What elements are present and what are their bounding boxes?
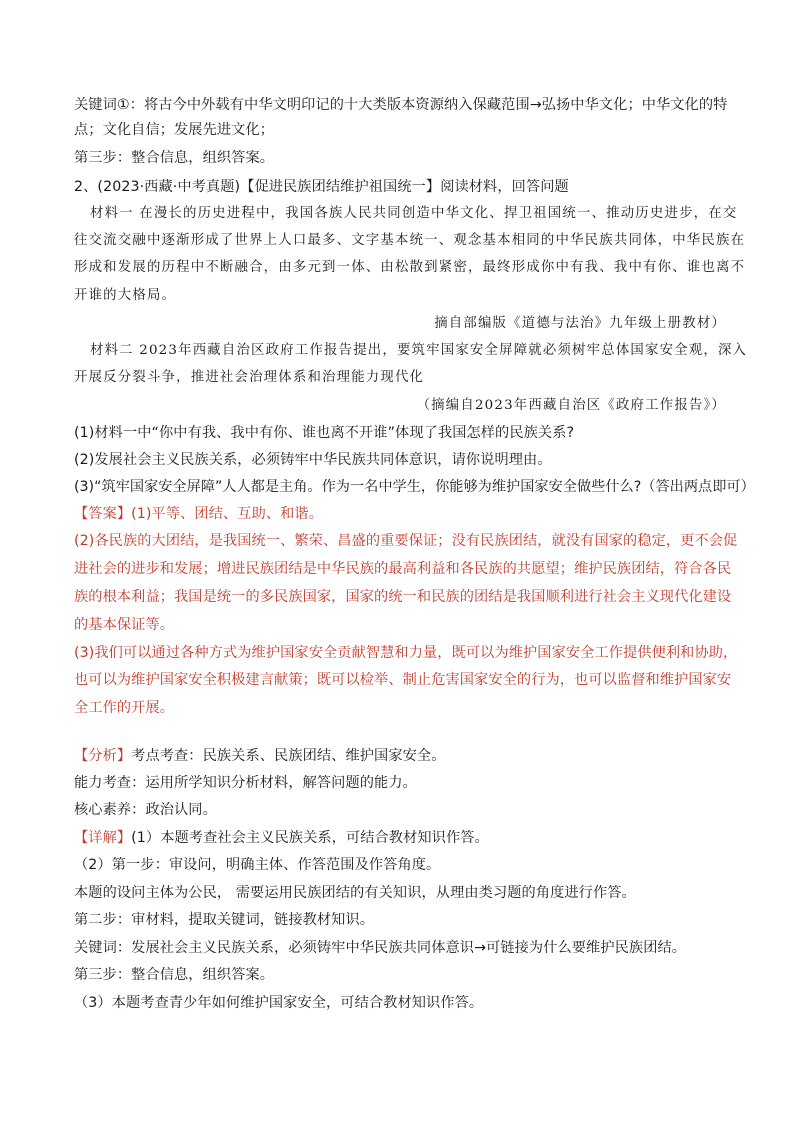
analysis-line-1 — [74, 746, 726, 766]
detail-tag: 【详解】 — [74, 830, 132, 846]
material-one-line: 材料一 在漫长的历史进程中，我国各族人民共同创造中华文化、捍卫祖国统一、推动历史进步，在交 — [90, 206, 738, 221]
answer-2-line: (2)各民族的大团结，是我国统一、繁荣、昌盛的重要保证；没有民族团结，就没有国家的稳定，更不会促 — [74, 533, 738, 549]
detail-line-2: （2）第一步：审设问，明确主体、作答范围及作答角度。 — [74, 857, 441, 873]
material-one-source: 摘自部编版《道德与法治》九年级上册教材） — [434, 316, 726, 331]
answer-2-line: 族的根本利益；我国是统一的多民族国家，国家的统一和民族的团结是我国顺利进行社会主义现代化建设 — [74, 589, 732, 605]
analysis-text: 考点考查：民族关系、民族团结、维护国家安全。 — [131, 748, 446, 764]
sub-question-2: (2)发展社会主义民族关系，必须铸牢中华民族共同体意识，请你说明理由。 — [74, 452, 552, 468]
material-two-line: 材料二 2023年西藏自治区政府工作报告提出，要筑牢国家安全屏障就必须树牢总体国家安全观，深入 — [90, 343, 748, 358]
keyword-line: 关键词①：将古今中外载有中华文明印记的十大类版本资源纳入保藏范围→弘扬中华文化；中华文化的特 — [74, 97, 728, 113]
analysis-tag: 【分析】 — [74, 748, 132, 764]
detail-line-6: 第三步：整合信息，组织答案。 — [74, 967, 275, 983]
answer-2-line: 进社会的进步和发展；增进民族团结是中华民族的最高利益和各民族的共愿望；维护民族团结，符合各民 — [74, 561, 732, 577]
question-topic: 【促进民族团结维护祖国统一】 — [240, 179, 441, 195]
detail-text: (1）本题考查社会主义民族关系，可结合教材知识作答。 — [131, 830, 489, 846]
detail-line-4: 第二步：审材料，提取关键词，链接教材知识。 — [74, 912, 375, 928]
question-instruction: 阅读材料，回答问题 — [440, 179, 569, 195]
analysis-line-2: 能力考查：运用所学知识分析材料，解答问题的能力。 — [74, 775, 417, 791]
answer-2-line: 的基本保证等。 — [74, 617, 175, 633]
question-header — [74, 177, 726, 197]
question-source-close: ) — [234, 179, 241, 195]
answer-3-line: 全工作的开展。 — [74, 700, 175, 716]
detail-line-1 — [74, 828, 726, 848]
answer-1: (1)平等、团结、互助、和谐。 — [131, 506, 324, 522]
sub-question-3: (3)“筑牢国家安全屏障”人人都是主角。作为一名中学生，你能够为维护国家安全做些什么?（答出两点即可） — [74, 479, 755, 495]
material-one-line: 开谁的大格局。 — [74, 288, 177, 303]
answer-tag: 【答案】 — [74, 506, 132, 522]
question-number: 2、( — [74, 179, 104, 195]
answer-3-line: (3)我们可以通过各种方式为维护国家安全贡献智慧和力量，既可以为维护国家安全工作提供便利和协助， — [74, 645, 738, 661]
material-one-line: 形成和发展的历程中不断融合，由多元到一体、由松散到紧密，最终形成你中有我、我中有你、谁也离不 — [74, 260, 746, 275]
question-source: 2023·西藏·中考真题 — [103, 179, 235, 195]
answer-line-1 — [74, 504, 726, 524]
answer-3-line: 也可以为维护国家安全积极建言献策；既可以检举、制止危害国家安全的行为，也可以监督和维护国家安 — [74, 672, 732, 688]
step-three-line: 第三步：整合信息，组织答案。 — [74, 150, 275, 166]
keyword-line-cont: 点；文化自信；发展先进文化； — [74, 122, 275, 138]
detail-line-7: （3）本题考查青少年如何维护国家安全，可结合教材知识作答。 — [74, 995, 484, 1011]
material-two-source: （摘编自2023年西藏自治区《政府工作报告》） — [416, 398, 726, 413]
material-two-line: 开展反分裂斗争，推进社会治理体系和治理能力现代化 — [74, 370, 425, 385]
material-one-line: 往交流交融中逐渐形成了世界上人口最多、文字基本统一、观念基本相同的中华民族共同体，中华民族在 — [74, 233, 746, 248]
sub-question-1: (1)材料一中“你中有我、我中有你、谁也离不开谁”体现了我国怎样的民族关系? — [74, 425, 575, 441]
detail-line-5: 关键词：发展社会主义民族关系，必须铸牢中华民族共同体意识→可链接为什么要维护民族团结。 — [74, 940, 687, 956]
detail-line-3: 本题的设问主体为公民， 需要运用民族团结的有关知识，从理由类习题的角度进行作答。 — [74, 885, 636, 901]
analysis-line-3: 核心素养：政治认同。 — [74, 802, 217, 818]
